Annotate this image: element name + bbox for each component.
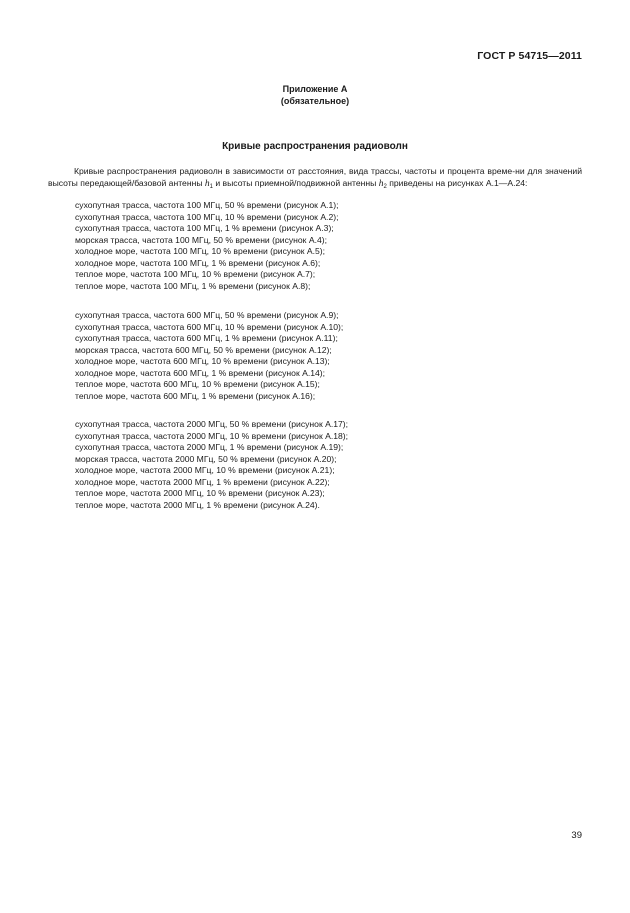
list-item: холодное море, частота 600 МГц, 1 % времени (рисунок А.14); [75, 367, 326, 378]
figure-list-2000mhz [75, 419, 348, 511]
figure-list-100mhz [75, 200, 338, 292]
list-item: теплое море, частота 2000 МГц, 1 % времени (рисунок А.24). [75, 499, 320, 510]
list-item: сухопутная трасса, частота 100 МГц, 50 % времени (рисунок А.1); [75, 200, 339, 210]
document-code: ГОСТ Р 54715—2011 [477, 50, 582, 62]
list-item: холодное море, частота 100 МГц, 1 % времени (рисунок А.6); [75, 257, 321, 268]
list-item: теплое море, частота 600 МГц, 1 % времени (рисунок А.16); [75, 390, 316, 401]
list-item: теплое море, частота 600 МГц, 10 % времени (рисунок А.15); [75, 379, 320, 389]
intro-paragraph [48, 166, 582, 190]
list-item: морская трасса, частота 600 МГц, 50 % времени (рисунок А.12); [75, 344, 332, 355]
list-item: сухопутная трасса, частота 2000 МГц, 1 % времени (рисунок А.19); [75, 442, 344, 452]
list-item: сухопутная трасса, частота 2000 МГц, 50 % времени (рисунок А.17); [75, 419, 349, 429]
list-item: сухопутная трасса, частота 2000 МГц, 10 % времени (рисунок А.18); [75, 430, 349, 441]
intro-text-part3: приведены на рисунках А.1—А.24: [386, 177, 528, 188]
list-item: морская трасса, частота 100 МГц, 50 % времени (рисунок А.4); [75, 234, 327, 245]
page-number: 39 [571, 830, 582, 841]
annex-status: (обязательное) [280, 96, 350, 106]
h1-symbol: h [204, 178, 210, 189]
list-item: сухопутная трасса, частота 100 МГц, 10 % времени (рисунок А.2); [75, 211, 339, 222]
h2-subscript: 2 [383, 183, 387, 190]
list-item: сухопутная трасса, частота 600 МГц, 1 % времени (рисунок А.11); [75, 333, 338, 343]
list-item: теплое море, частота 2000 МГц, 10 % времени (рисунок А.23); [75, 488, 325, 498]
section-title: Кривые распространения радиоволн [222, 141, 408, 152]
intro-text-part1: Кривые распространения радиоволн в зависимости от расстояния, вида трассы, частоты и процента време-ни для значений высоты передающей/базовой антенны [48, 166, 582, 188]
figure-list-600mhz [75, 310, 343, 402]
list-item: сухопутная трасса, частота 600 МГц, 10 % времени (рисунок А.10); [75, 321, 344, 332]
h2-symbol: h [378, 178, 384, 189]
list-item: холодное море, частота 100 МГц, 10 % времени (рисунок А.5); [75, 246, 326, 256]
list-item: холодное море, частота 600 МГц, 10 % времени (рисунок А.13); [75, 356, 330, 366]
intro-text-part2: и высоты приемной/подвижной антенны [212, 177, 379, 188]
h1-subscript: 1 [209, 183, 213, 190]
list-item: морская трасса, частота 2000 МГц, 50 % времени (рисунок А.20); [75, 453, 337, 464]
list-item: теплое море, частота 100 МГц, 10 % времени (рисунок А.7); [75, 269, 316, 279]
annex-title: Приложение А [282, 84, 348, 94]
list-item: холодное море, частота 2000 МГц, 10 % времени (рисунок А.21); [75, 465, 335, 475]
annex-heading [0, 83, 630, 107]
list-item: холодное море, частота 2000 МГц, 1 % времени (рисунок А.22); [75, 476, 330, 487]
list-item: сухопутная трасса, частота 100 МГц, 1 % времени (рисунок А.3); [75, 223, 334, 233]
list-item: теплое море, частота 100 МГц, 1 % времени (рисунок А.8); [75, 280, 311, 291]
list-item: сухопутная трасса, частота 600 МГц, 50 % времени (рисунок А.9); [75, 310, 339, 320]
